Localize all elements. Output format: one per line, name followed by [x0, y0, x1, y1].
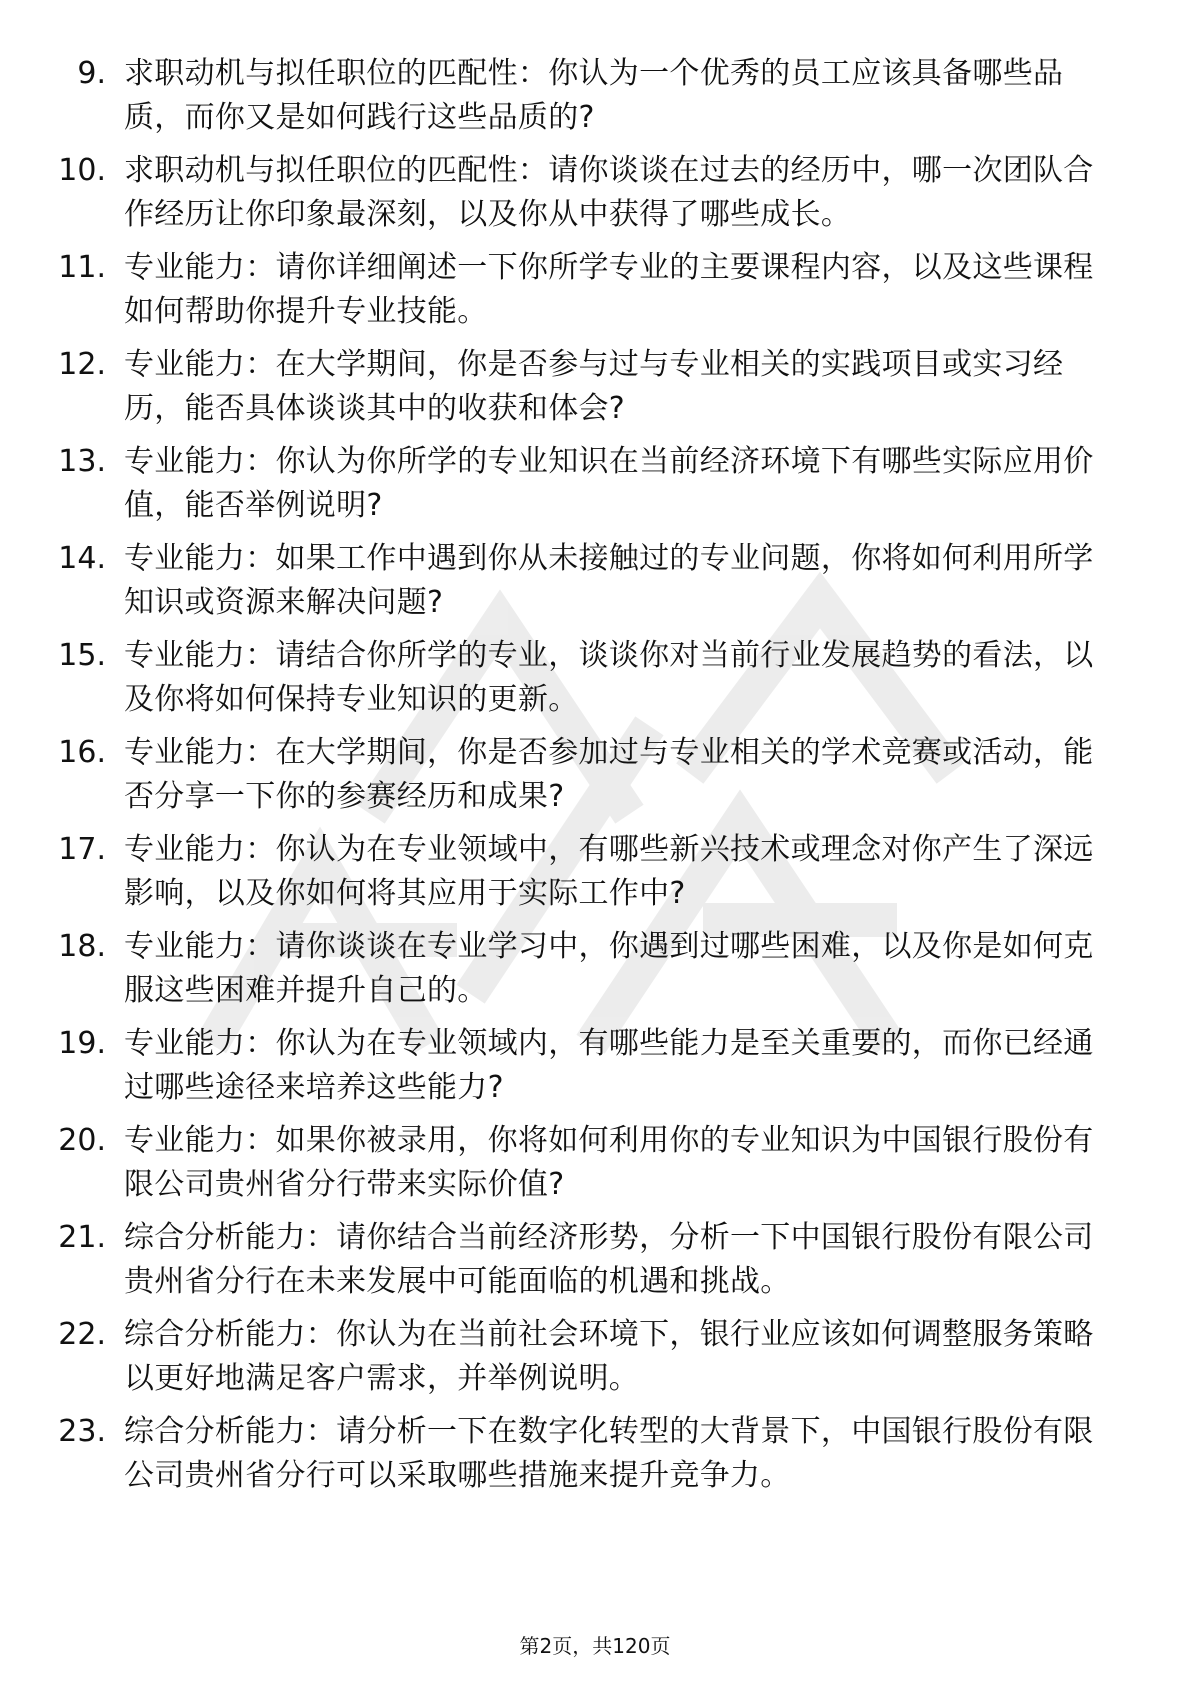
item-text: 求职动机与拟任职位的匹配性：请你谈谈在过去的经历中，哪一次团队合作经历让你印象最深刻，以及你从中获得了哪些成长。 [124, 153, 1094, 232]
item-text: 专业能力：如果工作中遇到你从未接触过的专业问题，你将如何利用所学知识或资源来解决问题? [124, 541, 1094, 620]
list-item [0, 1313, 1190, 1403]
list-item [0, 1022, 1190, 1112]
item-text: 专业能力：你认为在专业领域内，有哪些能力是至关重要的，而你已经通过哪些途径来培养这些能力? [124, 1026, 1094, 1105]
list-item [0, 731, 1190, 821]
list-item [0, 52, 1190, 142]
item-text: 综合分析能力：你认为在当前社会环境下，银行业应该如何调整服务策略以更好地满足客户需求，并举例说明。 [124, 1317, 1094, 1396]
page-footer: 第2页，共120页 [519, 1634, 671, 1658]
item-number: 14. [58, 541, 106, 576]
item-text: 专业能力：请你谈谈在专业学习中，你遇到过哪些困难，以及你是如何克服这些困难并提升自己的。 [124, 929, 1094, 1008]
item-text: 专业能力：请你详细阐述一下你所学专业的主要课程内容，以及这些课程如何帮助你提升专业技能。 [124, 250, 1094, 329]
item-number: 15. [58, 638, 106, 673]
item-number: 23. [58, 1414, 106, 1449]
list-item [0, 1216, 1190, 1306]
item-number: 21. [58, 1220, 106, 1255]
item-number: 11. [58, 250, 106, 285]
item-text: 综合分析能力：请分析一下在数字化转型的大背景下，中国银行股份有限公司贵州省分行可以采取哪些措施来提升竞争力。 [124, 1414, 1094, 1493]
item-text: 专业能力：在大学期间，你是否参与过与专业相关的实践项目或实习经历，能否具体谈谈其中的收获和体会? [124, 347, 1064, 426]
item-text: 专业能力：你认为你所学的专业知识在当前经济环境下有哪些实际应用价值，能否举例说明? [124, 444, 1094, 523]
item-number: 22. [58, 1317, 106, 1352]
item-text: 专业能力：在大学期间，你是否参加过与专业相关的学术竞赛或活动，能否分享一下你的参赛经历和成果? [124, 735, 1094, 814]
list-item [0, 149, 1190, 239]
item-number: 20. [58, 1123, 106, 1158]
item-text: 综合分析能力：请你结合当前经济形势，分析一下中国银行股份有限公司贵州省分行在未来发展中可能面临的机遇和挑战。 [124, 1220, 1094, 1299]
item-number: 18. [58, 929, 106, 964]
list-item [0, 1410, 1190, 1500]
item-number: 16. [58, 735, 106, 770]
list-item [0, 828, 1190, 918]
list-item [0, 537, 1190, 627]
item-text: 专业能力：请结合你所学的专业，谈谈你对当前行业发展趋势的看法，以及你将如何保持专业知识的更新。 [124, 638, 1094, 717]
item-number: 17. [58, 832, 106, 867]
list-item [0, 246, 1190, 336]
item-number: 19. [58, 1026, 106, 1061]
item-text: 专业能力：如果你被录用，你将如何利用你的专业知识为中国银行股份有限公司贵州省分行带来实际价值? [124, 1123, 1094, 1202]
list-item [0, 634, 1190, 724]
list-item [0, 925, 1190, 1015]
item-number: 9. [77, 56, 106, 91]
item-number: 12. [58, 347, 106, 382]
list-item [0, 1119, 1190, 1209]
list-item [0, 440, 1190, 530]
item-text: 求职动机与拟任职位的匹配性：你认为一个优秀的员工应该具备哪些品质，而你又是如何践行这些品质的? [124, 56, 1064, 135]
item-text: 专业能力：你认为在专业领域中，有哪些新兴技术或理念对你产生了深远影响，以及你如何将其应用于实际工作中? [124, 832, 1094, 911]
item-number: 13. [58, 444, 106, 479]
item-number: 10. [58, 153, 106, 188]
list-item [0, 343, 1190, 433]
